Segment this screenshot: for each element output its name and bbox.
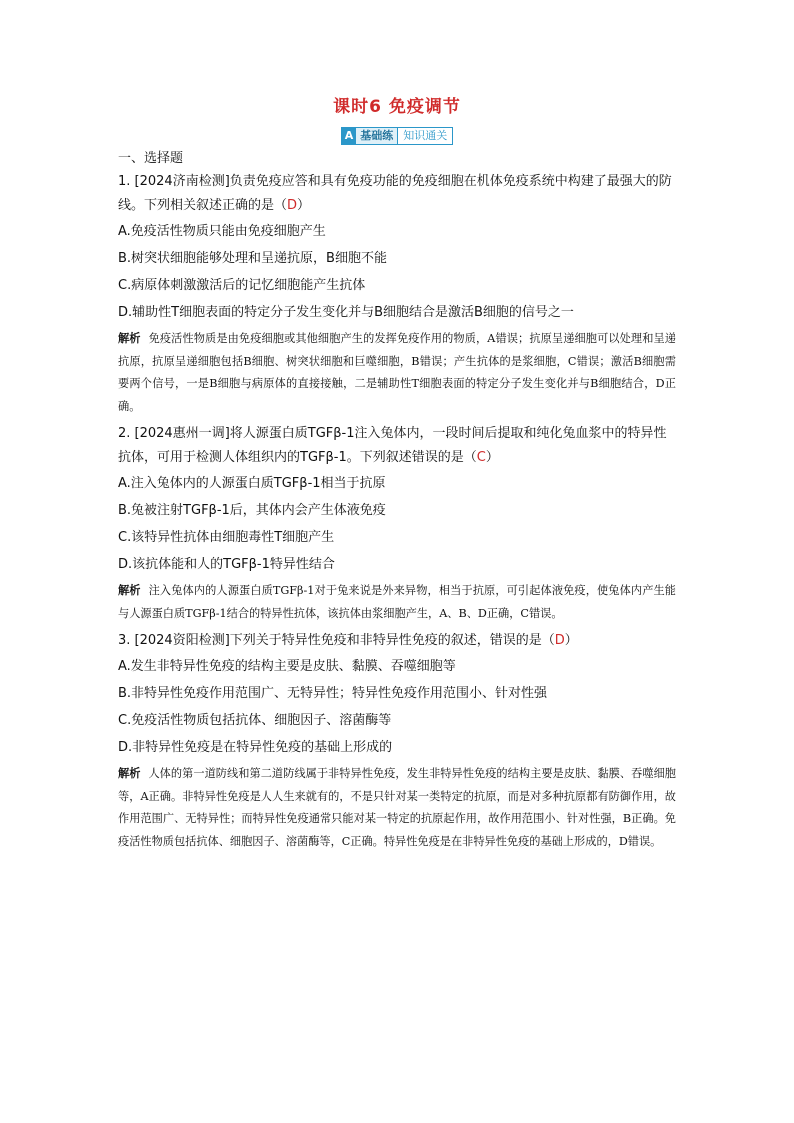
section-title: 一、选择题 xyxy=(118,151,184,166)
explanation xyxy=(118,328,676,418)
explanation xyxy=(118,580,676,625)
stem-text: 3. [2024资阳检测]下列关于特异性免疫和非特异性免疫的叙述，错误的是（ xyxy=(118,633,555,648)
level-badge xyxy=(341,127,454,145)
explanation-label: 解析 xyxy=(118,584,141,597)
badge-level: 基础练 xyxy=(356,128,397,144)
level-badge-wrap xyxy=(118,124,676,144)
question-1 xyxy=(118,170,676,418)
stem-text: 1. [2024济南检测]负责免疫应答和具有免疫功能的免疫细胞在机体免疫系统中构建了最强大的防线。下列相关叙述正确的是（ xyxy=(118,174,672,213)
explanation-label: 解析 xyxy=(118,767,141,780)
document-page xyxy=(118,94,676,857)
explanation-text: 人体的第一道防线和第二道防线属于非特异性免疫，发生非特异性免疫的结构主要是皮肤、黏膜、吞噬细胞等，A正确。非特异性免疫是人人生来就有的，不是只针对某一类特定的抗原，而是对多种抗原都有防御作用，故作用范围广、无特异性；而特异性免疫通常只能对某一特定的抗原起作用，故作用范围小、针对性强，B正确。免疫活性物质包括抗体、细胞因子、溶菌酶等，C正确。特异性免疫是在非特异性免疫的基础上形成的，D错误。 xyxy=(118,767,676,848)
answer-letter: D xyxy=(287,198,298,213)
option-d: D.该抗体能和人的TGFβ-1特异性结合 xyxy=(118,557,335,572)
question-stem xyxy=(118,422,676,470)
option-c: C.免疫活性物质包括抗体、细胞因子、溶菌酶等 xyxy=(118,713,392,728)
option-b: B.非特异性免疫作用范围广、无特异性；特异性免疫作用范围小、针对性强 xyxy=(118,686,548,701)
stem-close: ） xyxy=(564,633,578,648)
option-d: D.辅助性T细胞表面的特定分子发生变化并与B细胞结合是激活B细胞的信号之一 xyxy=(118,305,574,320)
option-c: C.病原体刺激激活后的记忆细胞能产生抗体 xyxy=(118,278,366,293)
option-a: A.免疫活性物质只能由免疫细胞产生 xyxy=(118,224,326,239)
stem-close: ） xyxy=(485,450,499,465)
answer-letter: C xyxy=(476,450,486,465)
badge-tag: 知识通关 xyxy=(397,128,452,144)
badge-letter: A xyxy=(342,128,357,144)
question-stem xyxy=(118,170,676,218)
question-3 xyxy=(118,629,676,853)
stem-text: 2. [2024惠州一调]将人源蛋白质TGFβ-1注入兔体内，一段时间后提取和纯化兔血浆中的特异性抗体，可用于检测人体组织内的TGFβ-1。下列叙述错误的是（ xyxy=(118,426,667,465)
option-a: A.发生非特异性免疫的结构主要是皮肤、黏膜、吞噬细胞等 xyxy=(118,659,456,674)
explanation-label: 解析 xyxy=(118,332,141,345)
stem-close: ） xyxy=(297,198,311,213)
page-title: 课时6 免疫调节 xyxy=(333,97,461,117)
option-d: D.非特异性免疫是在特异性免疫的基础上形成的 xyxy=(118,740,393,755)
option-a: A.注入兔体内的人源蛋白质TGFβ-1相当于抗原 xyxy=(118,476,386,491)
question-stem xyxy=(118,629,676,653)
explanation-text: 注入兔体内的人源蛋白质TGFβ-1对于兔来说是外来异物，相当于抗原，可引起体液免疫，使兔体内产生能与人源蛋白质TGFβ-1结合的特异性抗体，该抗体由浆细胞产生，A、B、D正确，C错误。 xyxy=(118,584,676,620)
explanation xyxy=(118,763,676,853)
explanation-text: 免疫活性物质是由免疫细胞或其他细胞产生的发挥免疫作用的物质，A错误；抗原呈递细胞可以处理和呈递抗原，抗原呈递细胞包括B细胞、树突状细胞和巨噬细胞，B错误；产生抗体的是浆细胞，C错误；激活B细胞需要两个信号，一是B细胞与病原体的直接接触，二是辅助性T细胞表面的特定分子发生变化并与B细胞结合，D正确。 xyxy=(118,332,676,413)
question-2 xyxy=(118,422,676,625)
option-b: B.兔被注射TGFβ-1后，其体内会产生体液免疫 xyxy=(118,503,386,518)
answer-letter: D xyxy=(554,633,565,648)
option-c: C.该特异性抗体由细胞毒性T细胞产生 xyxy=(118,530,335,545)
option-b: B.树突状细胞能够处理和呈递抗原，B细胞不能 xyxy=(118,251,387,266)
